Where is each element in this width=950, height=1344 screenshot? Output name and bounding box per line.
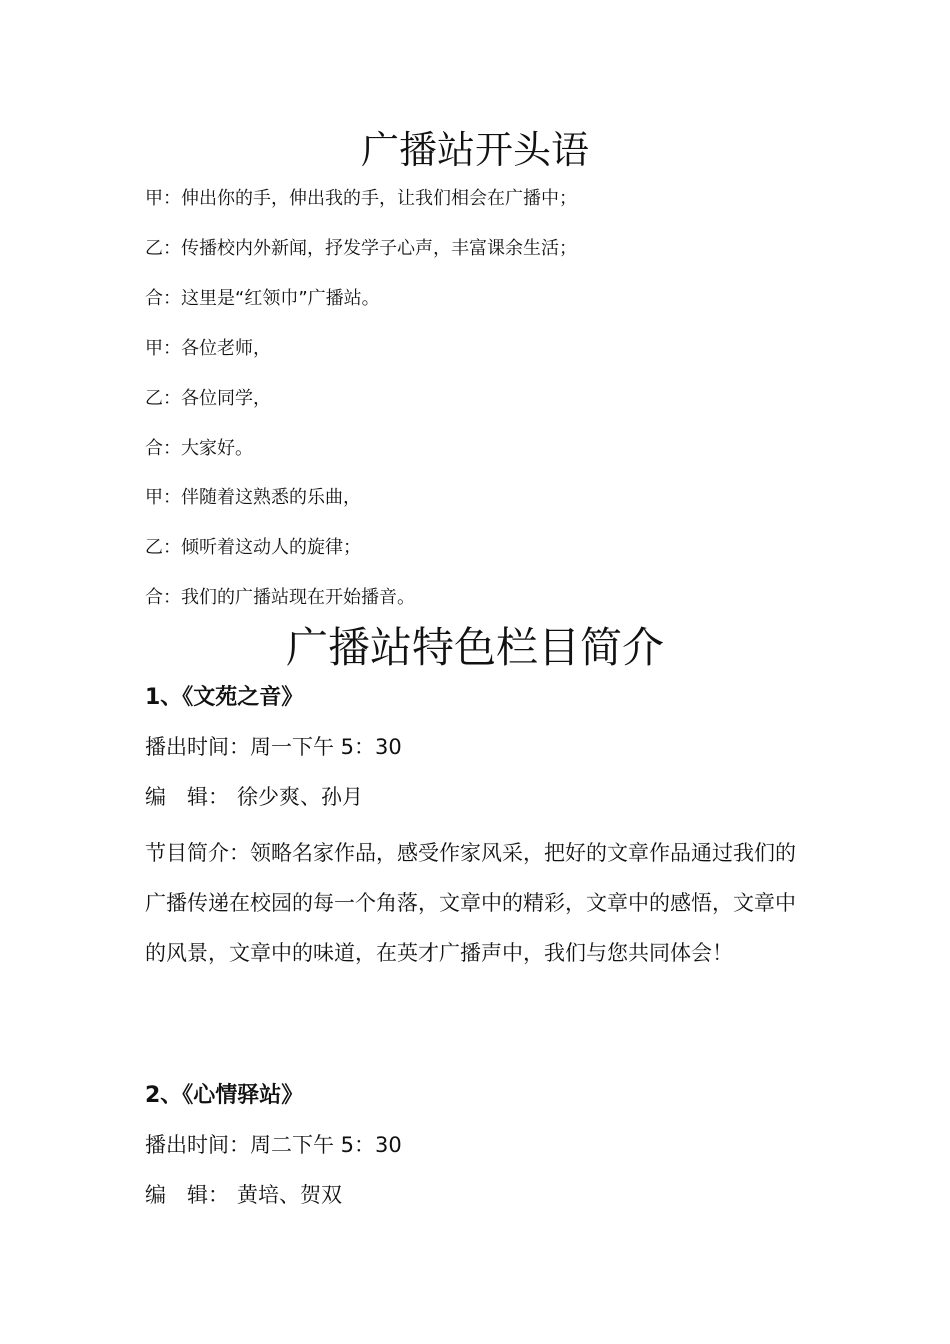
program-heading: 1、《文苑之音》 — [145, 685, 304, 710]
dialog-line: 乙：传播校内外新闻，抒发学子心声，丰富课余生活； — [145, 238, 577, 259]
dialog-line: 合：这里是“红领巾”广播站。 — [145, 288, 380, 309]
program-intro: 节目简介：领略名家作品，感受作家风采，把好的文章作品通过我们的广播传递在校园的每一个角落，文章中的精彩，文章中的感悟，文章中的风景，文章中的味道，在英才广播声中，我们与您共同体会！ — [145, 841, 796, 965]
dialog-line: 甲：各位老师， — [145, 338, 271, 359]
program-editor — [145, 1180, 342, 1210]
editor-label: 编 辑： — [145, 1183, 229, 1207]
dialog-line: 合：大家好。 — [145, 438, 253, 459]
dialog-line: 乙：各位同学， — [145, 388, 271, 409]
dialog-line: 甲：伴随着这熟悉的乐曲， — [145, 487, 361, 508]
program-air-time: 播出时间：周二下午 5：30 — [145, 1133, 402, 1157]
program-editor — [145, 782, 363, 812]
dialog-line: 合：我们的广播站现在开始播音。 — [145, 587, 415, 608]
dialog-line: 乙：倾听着这动人的旋律； — [145, 537, 361, 558]
opening-title: 广播站开头语 — [360, 128, 589, 172]
editor-names: 黄培、贺双 — [237, 1183, 342, 1207]
program-heading: 2、《心情驿站》 — [145, 1083, 304, 1108]
editor-label: 编 辑： — [145, 785, 229, 809]
dialog-line: 甲：伸出你的手，伸出我的手，让我们相会在广播中； — [145, 188, 577, 209]
program-air-time: 播出时间：周一下午 5：30 — [145, 735, 402, 759]
editor-names: 徐少爽、孙月 — [237, 785, 363, 809]
programs-title: 广播站特色栏目简介 — [285, 623, 664, 672]
